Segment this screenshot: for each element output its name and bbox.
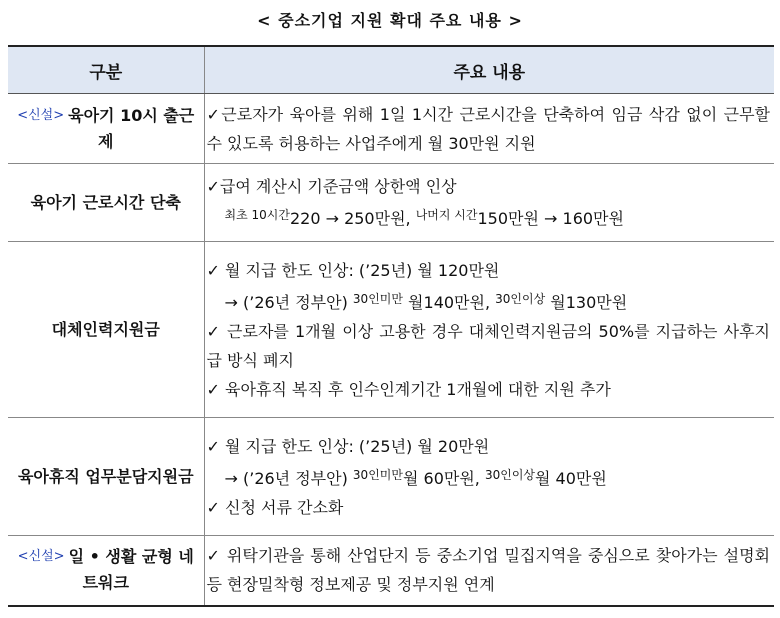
header-content: 주요 내용	[204, 46, 774, 94]
category-label: 육아기 10시 출근제	[68, 105, 195, 151]
value-text: 월 40만원	[535, 468, 607, 488]
row-content	[204, 164, 774, 242]
value-text: 월130만원	[545, 292, 628, 312]
value-text: 월 60만원,	[402, 468, 485, 488]
row-content	[204, 94, 774, 164]
row-content	[204, 536, 774, 606]
content-line	[207, 201, 771, 233]
row-category: 육아휴직 업무분담지원금	[8, 418, 204, 536]
table-row	[8, 164, 774, 242]
table-header-row	[8, 46, 774, 94]
new-tag: <신설>	[17, 107, 65, 123]
row-category: 대체인력지원금	[8, 242, 204, 418]
row-category	[8, 94, 204, 164]
value-text: 150만원 → 160만원	[477, 209, 624, 228]
document-title: < 중소기업 지원 확대 주요 내용 >	[257, 11, 523, 30]
table-row	[8, 418, 774, 536]
row-content	[204, 242, 774, 418]
content-line: ✓근로자가 육아를 위해 1일 1시간 근로시간을 단축하여 임금 삭감 없이 근무할 수 있도록 허용하는 사업주에게 월 30만원 지원	[206, 104, 770, 153]
value-text: 220 → 250만원,	[289, 209, 416, 228]
row-category: 육아기 근로시간 단축	[8, 164, 204, 242]
table-row	[8, 94, 774, 164]
qualifier-label: 30인이상	[484, 467, 536, 482]
content-line: ✓ 위탁기관을 통해 산업단지 등 중소기업 밀집지역을 중심으로 찾아가는 설명회 등 현장밀착형 정보제공 및 정부지원 연계	[206, 546, 770, 595]
content-line: ✓ 월 지급 한도 인상: (’25년) 월 120만원	[206, 260, 500, 280]
value-text: → (’26년 정부안)	[224, 468, 353, 488]
qualifier-label: 30인미만	[352, 467, 403, 482]
header-category: 구분	[8, 46, 204, 94]
qualifier-label: 나머지 시간	[415, 208, 478, 222]
table-row	[8, 536, 774, 606]
content-line: ✓급여 계산시 기준금액 상한액 인상	[206, 177, 457, 196]
support-table	[8, 45, 774, 607]
content-line: ✓ 육아휴직 복직 후 인수인계기간 1개월에 대한 지원 추가	[206, 379, 611, 399]
new-tag: <신설>	[17, 549, 65, 565]
table-row	[8, 242, 774, 418]
value-text: 월140만원,	[402, 292, 496, 312]
row-category	[8, 536, 204, 606]
content-line: ✓ 월 지급 한도 인상: (’25년) 월 20만원	[206, 436, 490, 456]
category-label: 일 • 생활 균형 네트워크	[68, 547, 194, 593]
content-line: ✓ 신청 서류 간소화	[206, 497, 344, 517]
qualifier-label: 30인이상	[495, 291, 546, 306]
content-line	[207, 285, 771, 317]
content-line: ✓ 근로자를 1개월 이상 고용한 경우 대체인력지원금의 50%를 지급하는 사후지급 방식 폐지	[206, 321, 770, 370]
qualifier-label: 최초 10시간	[224, 208, 290, 222]
value-text: → (’26년 정부안)	[224, 292, 353, 312]
content-line	[207, 461, 771, 493]
qualifier-label: 30인미만	[352, 291, 403, 306]
row-content	[204, 418, 774, 536]
